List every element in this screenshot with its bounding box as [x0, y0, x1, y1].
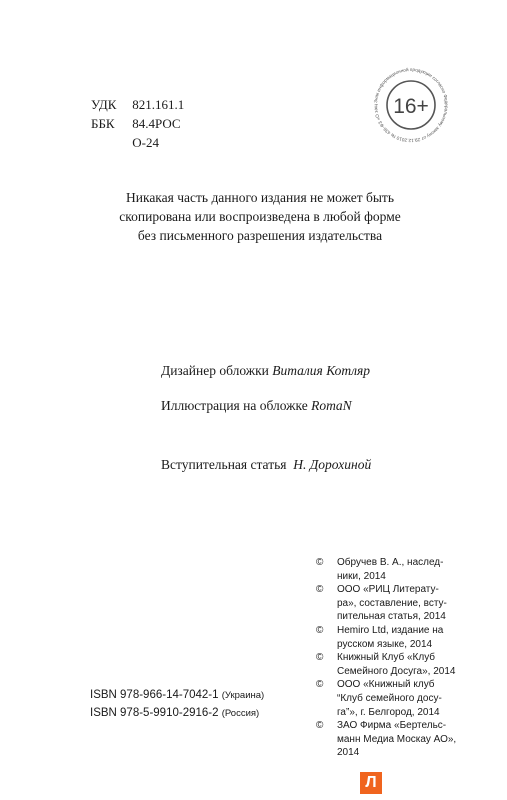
copyright-symbol: © [316, 584, 324, 596]
copyright-line: 2014 [337, 747, 360, 759]
copyright-symbol: © [316, 557, 324, 568]
age-rating-label: 16+ [393, 95, 429, 118]
copyright-line: ра», составление, всту- [337, 597, 447, 609]
copyright-entry [316, 583, 466, 624]
isbn-country: (Россия) [221, 708, 260, 719]
age-rating-ring-text: Знак информационной продукции согласно Федеральному закону от 29.12.2010 № 436-ФЗ «О защ [372, 66, 450, 144]
udk-row [91, 96, 184, 113]
udk-value: 821.161.1 [132, 97, 185, 112]
age-rating-badge [370, 64, 452, 146]
illustration-name: RomaN [311, 398, 352, 413]
copyright-symbol: © [316, 652, 324, 664]
copyright-line: га”», г. Белгород, 2014 [337, 706, 440, 718]
copyright-entry [316, 678, 466, 719]
bbk-value: 84.4РОС [132, 116, 181, 131]
copyright-symbol: © [316, 679, 324, 691]
copyright-line: ники, 2014 [337, 570, 386, 582]
copyright-line: Hemiro Ltd, издание на [337, 624, 444, 636]
copyright-entry [316, 719, 466, 760]
copyright-line: ООО «Книжный клуб [337, 679, 435, 691]
copyright-line: русском языке, 2014 [337, 638, 433, 650]
copyright-line: ЗАО Фирма «Бертельс- [337, 720, 447, 732]
designer-credit [161, 362, 370, 380]
copyright-list [316, 556, 466, 760]
bbk-label: ББК [91, 116, 115, 131]
notice-line: Никакая часть данного издания не может быть [125, 190, 394, 205]
copyright-symbol: © [316, 720, 324, 732]
designer-name: Виталия Котляр [272, 363, 371, 378]
publisher-logo-icon: Л [360, 772, 382, 794]
copyright-line: “Клуб семейного досу- [337, 692, 442, 704]
illustration-role: Иллюстрация на обложке [161, 398, 308, 413]
copyright-line: ООО «РИЦ Литерату- [337, 584, 439, 596]
copyright-line: пительная статья, 2014 [337, 611, 446, 623]
illustration-credit [161, 397, 352, 415]
copyright-line: Семейного Досуга», 2014 [337, 665, 456, 677]
copyright-notice [60, 188, 460, 245]
isbn-code: ISBN 978-966-14-7042-1 [90, 689, 219, 701]
copyright-entry [316, 556, 466, 583]
udk-label: УДК [91, 97, 117, 112]
copyright-symbol: © [316, 624, 324, 636]
bbk-row [91, 115, 181, 132]
isbn-russia [90, 705, 259, 722]
notice-line: без письменного разрешения издательства [137, 228, 383, 243]
copyright-line: Книжный Клуб «Клуб [337, 652, 436, 664]
copyright-entry [316, 624, 466, 651]
isbn-country: (Украина) [221, 690, 265, 701]
author-mark: О-24 [132, 135, 159, 150]
notice-line: скопирована или воспроизведена в любой форме [119, 209, 401, 224]
copyright-entry [316, 651, 466, 678]
intro-name: Н. Дорохиной [293, 457, 372, 472]
intro-role: Вступительная статья [161, 457, 287, 472]
designer-role: Дизайнер обложки [161, 363, 269, 378]
copyright-line: манн Медиа Москау АО», [337, 733, 457, 745]
copyright-line: Обручев В. А., наслед- [337, 557, 444, 568]
author-mark-row [91, 134, 159, 151]
intro-credit [161, 456, 371, 474]
isbn-ukraine [90, 687, 264, 704]
isbn-code: ISBN 978-5-9910-2916-2 [90, 707, 219, 719]
